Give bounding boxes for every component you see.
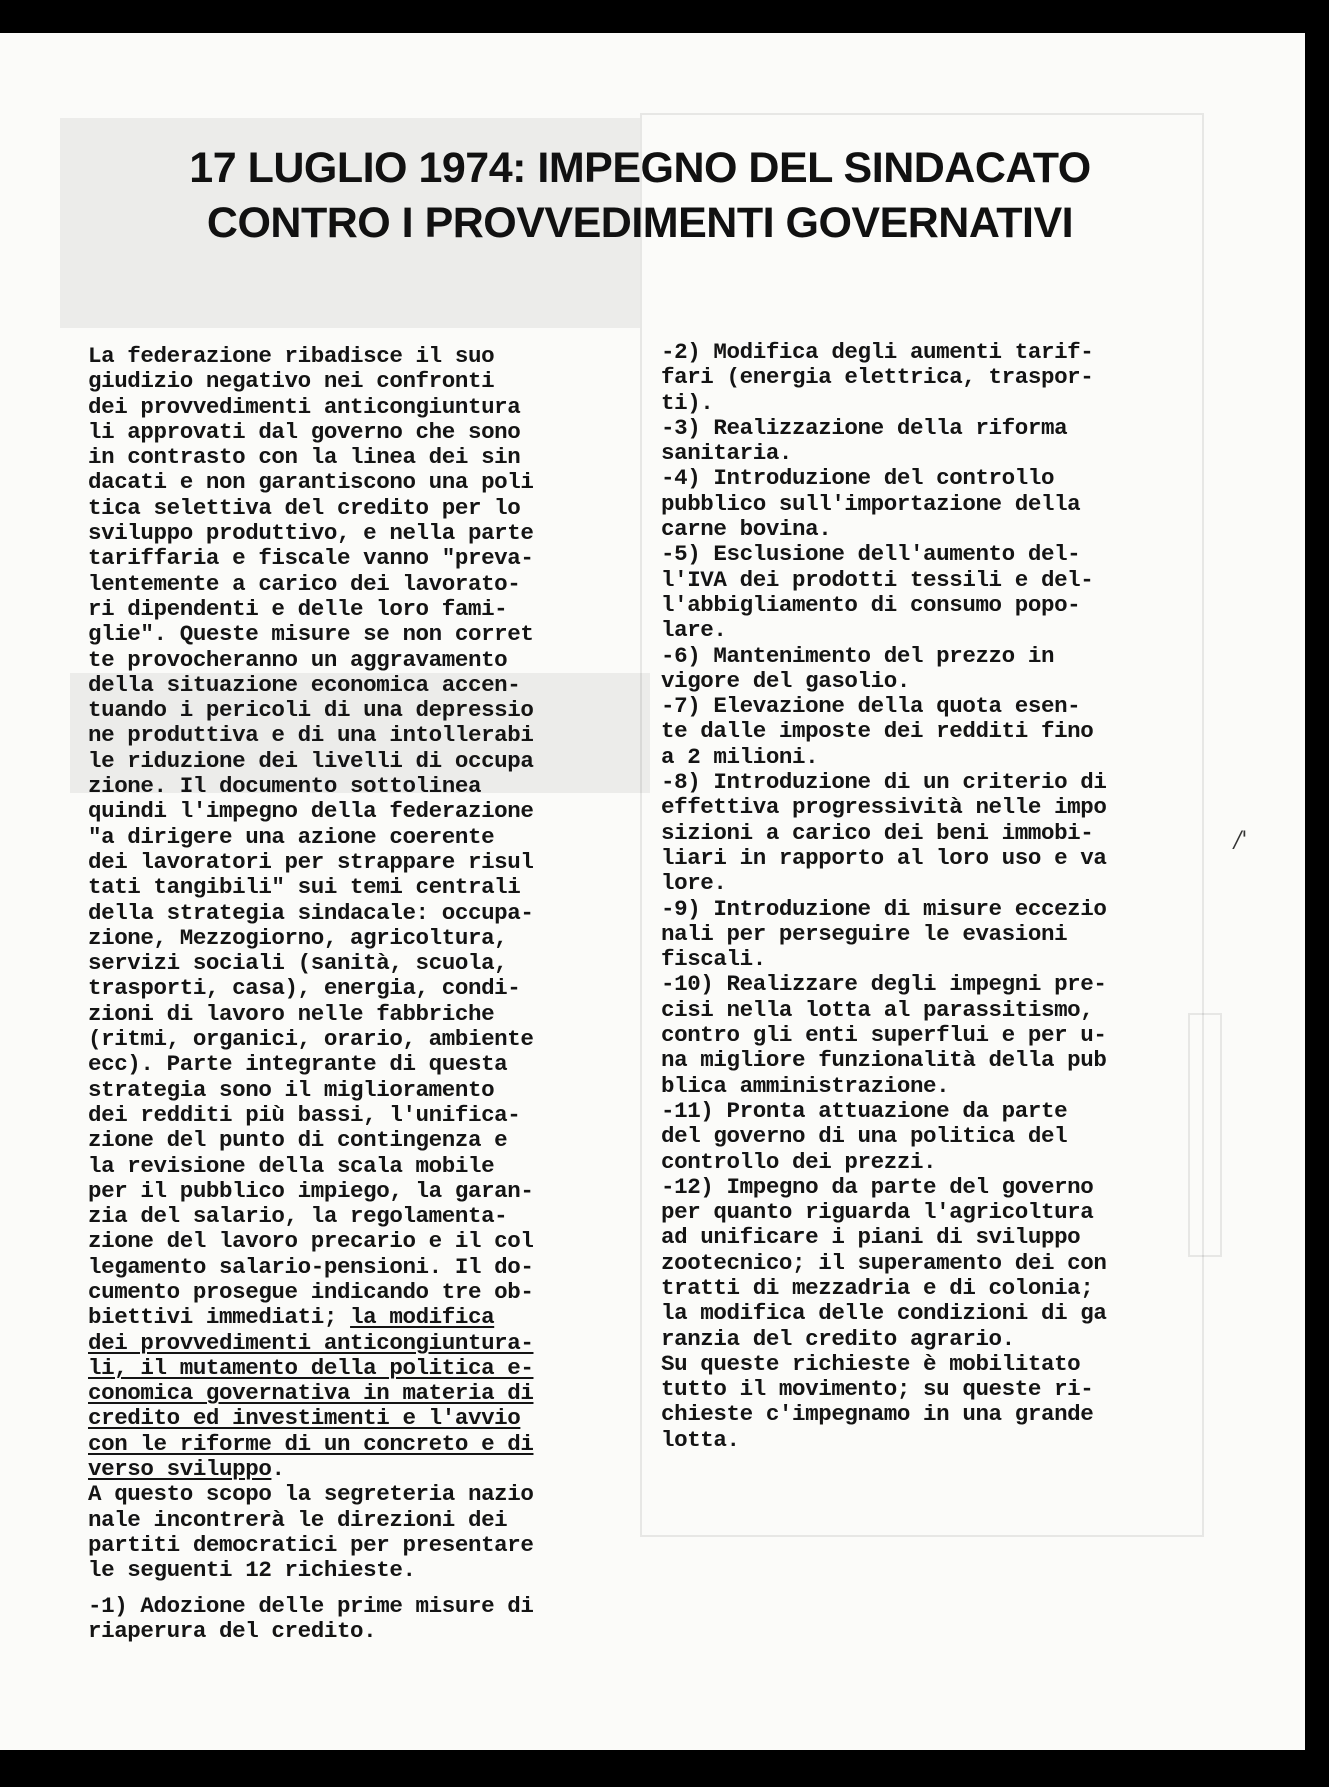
- closing-paragraph: [661, 1352, 1191, 1453]
- text-line: dei provvedimenti anticongiuntura: [88, 393, 521, 420]
- text-line: giudizio negativo nei confronti: [88, 368, 495, 395]
- text-line: del governo di una politica del: [661, 1123, 1068, 1150]
- text-line: le riduzione dei livelli di occupa: [88, 747, 534, 774]
- text-line: -7) Elevazione della quota esen-: [661, 693, 1081, 720]
- text-line: ad unificare i piani di sviluppo: [661, 1224, 1081, 1251]
- text-line: (ritmi, organici, orario, ambiente: [88, 1026, 534, 1053]
- text-line: le seguenti 12 richieste.: [88, 1557, 416, 1584]
- text-line: tutto il movimento; su queste ri-: [661, 1376, 1094, 1403]
- text-line: A questo scopo la segreteria nazio: [88, 1481, 534, 1508]
- text-line: l'IVA dei prodotti tessili e del-: [661, 566, 1094, 593]
- text-line: strategia sono il miglioramento: [88, 1076, 495, 1103]
- request-item-5: [661, 542, 1191, 643]
- text-line: glie". Queste misure se non corret: [88, 621, 534, 648]
- text-line: ri dipendenti e delle loro fami-: [88, 595, 508, 622]
- margin-pencil-mark: /': [1234, 828, 1248, 853]
- text-line: zia del salario, la regolamenta-: [88, 1203, 508, 1230]
- request-item-11: [661, 1099, 1191, 1175]
- text-line: -6) Mantenimento del prezzo in: [661, 642, 1055, 669]
- text-line: ranzia del credito agrario.: [661, 1325, 1015, 1352]
- text-line: dei redditi più bassi, l'unifica-: [88, 1101, 521, 1128]
- text-line: -2) Modifica degli aumenti tarif-: [661, 339, 1094, 365]
- text-line: chieste c'impegnamo in una grande: [661, 1401, 1094, 1428]
- text-line: zione del lavoro precario e il col: [88, 1228, 534, 1255]
- text-line: -5) Esclusione dell'aumento del-: [661, 541, 1081, 568]
- text-line: l'abbigliamento di consumo popo-: [661, 591, 1081, 618]
- text-line: te dalle imposte dei redditi fino: [661, 718, 1094, 745]
- text-line: fiscali.: [661, 946, 766, 973]
- text-line: controllo dei prezzi.: [661, 1148, 937, 1175]
- text-line: effettiva progressività nelle impo: [661, 794, 1107, 821]
- request-item-4: [661, 466, 1191, 542]
- text-line: zootecnico; il superamento dei con: [661, 1249, 1107, 1276]
- text-line: la modifica delle condizioni di ga: [661, 1300, 1107, 1327]
- text-line: contro gli enti superflui e per u-: [661, 1022, 1107, 1049]
- text-line: a 2 milioni.: [661, 743, 819, 770]
- text-line: fari (energia elettrica, traspor-: [661, 364, 1094, 391]
- request-item-9: [661, 897, 1191, 973]
- text-line: -3) Realizzazione della riforma: [661, 414, 1068, 441]
- text-line: sviluppo produttivo, e nella parte: [88, 520, 534, 547]
- text-line: La federazione ribadisce il suo: [88, 343, 495, 369]
- text-line: in contrasto con la linea dei sin: [88, 444, 521, 471]
- text-line: li approvati dal governo che sono: [88, 418, 521, 445]
- text-line: riaperura del credito.: [88, 1617, 377, 1644]
- text-line: lentemente a carico dei lavorato-: [88, 570, 521, 597]
- request-item-6: [661, 644, 1191, 695]
- text-line: sizioni a carico dei beni immobi-: [661, 819, 1094, 846]
- underlined-line: li, il mutamento della politica e-: [88, 1354, 534, 1381]
- text-line: tuando i pericoli di una depressio: [88, 697, 534, 724]
- text-line: zione. Il documento sottolinea: [88, 773, 482, 800]
- text-line: legamento salario-pensioni. Il do-: [88, 1253, 534, 1280]
- text-line: tratti di mezzadria e di colonia;: [661, 1274, 1094, 1301]
- text-line: ne produttiva e di una intollerabi: [88, 722, 534, 749]
- request-item-8: [661, 770, 1191, 896]
- text-line: quindi l'impegno della federazione: [88, 798, 534, 825]
- text-line: sanitaria.: [661, 440, 793, 467]
- text-line: liari in rapporto al loro uso e va: [661, 844, 1107, 871]
- text-line: trasporti, casa), energia, condi-: [88, 975, 521, 1002]
- text-line: Su queste richieste è mobilitato: [661, 1350, 1081, 1377]
- request-item-3: [661, 416, 1191, 467]
- text-line: per il pubblico impiego, la garan-: [88, 1177, 534, 1204]
- document-page: [0, 33, 1305, 1750]
- text-line: -4) Introduzione del controllo: [661, 465, 1055, 492]
- underlined-text: la modifica: [350, 1304, 495, 1331]
- left-column: [88, 344, 628, 1644]
- text-line: tariffaria e fiscale vanno "preva-: [88, 545, 534, 572]
- text-line: partiti democratici per presentare: [88, 1531, 534, 1558]
- text-line: per quanto riguarda l'agricoltura: [661, 1199, 1094, 1226]
- bleed-through-frame: [1188, 1013, 1222, 1257]
- text-line: [88, 1305, 628, 1330]
- text-line: tica selettiva del credito per lo: [88, 494, 521, 521]
- text-line: zioni di lavoro nelle fabbriche: [88, 1000, 495, 1027]
- text-line: la revisione della scala mobile: [88, 1152, 495, 1179]
- text-line: na migliore funzionalità della pub: [661, 1047, 1107, 1074]
- text-line: nali per perseguire le evasioni: [661, 920, 1068, 947]
- underlined-line: con le riforme di un concreto e di: [88, 1430, 534, 1457]
- text-line: ti).: [661, 389, 714, 416]
- request-item-12: [661, 1175, 1191, 1352]
- text-line: -11) Pronta attuazione da parte: [661, 1097, 1068, 1124]
- text-line: lore.: [661, 870, 727, 897]
- underlined-line: conomica governativa in materia di: [88, 1380, 534, 1407]
- text-fragment: biettivi immediati;: [88, 1304, 337, 1331]
- text-line: -8) Introduzione di un criterio di: [661, 769, 1107, 796]
- text-line: dacati e non garantiscono una poli: [88, 469, 534, 496]
- request-item-2: [661, 340, 1191, 416]
- text-line: blica amministrazione.: [661, 1072, 950, 1099]
- text-line: nale incontrerà le direzioni dei: [88, 1506, 508, 1533]
- text-line: ecc). Parte integrante di questa: [88, 1051, 508, 1078]
- page-title: [100, 141, 1180, 251]
- text-line: della situazione economica accen-: [88, 671, 521, 698]
- text-line: "a dirigere una azione coerente: [88, 823, 495, 850]
- text-line: carne bovina.: [661, 516, 832, 543]
- title-line-1: 17 LUGLIO 1974: IMPEGNO DEL SINDACATO: [189, 144, 1091, 192]
- text-line: tati tangibili" sui temi centrali: [88, 874, 521, 901]
- text-line: -1) Adozione delle prime misure di: [88, 1592, 534, 1619]
- text-line: zione, Mezzogiorno, agricoltura,: [88, 924, 508, 951]
- text-line: te provocheranno un aggravamento: [88, 646, 508, 673]
- text-line: della strategia sindacale: occupa-: [88, 899, 534, 926]
- text-line: servizi sociali (sanità, scuola,: [88, 950, 508, 977]
- request-item-1: [88, 1594, 628, 1645]
- intro-paragraph: [88, 344, 628, 1584]
- text-fragment: .: [271, 1456, 285, 1483]
- underlined-line: dei provvedimenti anticongiuntura-: [88, 1329, 534, 1356]
- text-line: -12) Impegno da parte del governo: [661, 1173, 1094, 1200]
- text-line: lotta.: [661, 1426, 740, 1453]
- text-line: lare.: [661, 617, 727, 644]
- request-item-7: [661, 694, 1191, 770]
- underlined-line: credito ed investimenti e l'avvio: [88, 1405, 521, 1432]
- text-line: vigore del gasolio.: [661, 667, 910, 694]
- right-column: [661, 340, 1191, 1453]
- title-line-2: CONTRO I PROVVEDIMENTI GOVERNATIVI: [206, 199, 1074, 247]
- text-line: -9) Introduzione di misure eccezio: [661, 895, 1107, 922]
- text-line: pubblico sull'importazione della: [661, 490, 1081, 517]
- request-item-10: [661, 972, 1191, 1098]
- text-line: dei lavoratori per strappare risul: [88, 848, 534, 875]
- text-line: [88, 1457, 628, 1482]
- text-line: cumento prosegue indicando tre ob-: [88, 1278, 534, 1305]
- text-line: cisi nella lotta al parassitismo,: [661, 996, 1094, 1023]
- text-line: zione del punto di contingenza e: [88, 1127, 508, 1154]
- underlined-text: verso sviluppo: [88, 1456, 272, 1483]
- text-line: -10) Realizzare degli impegni pre-: [661, 971, 1107, 998]
